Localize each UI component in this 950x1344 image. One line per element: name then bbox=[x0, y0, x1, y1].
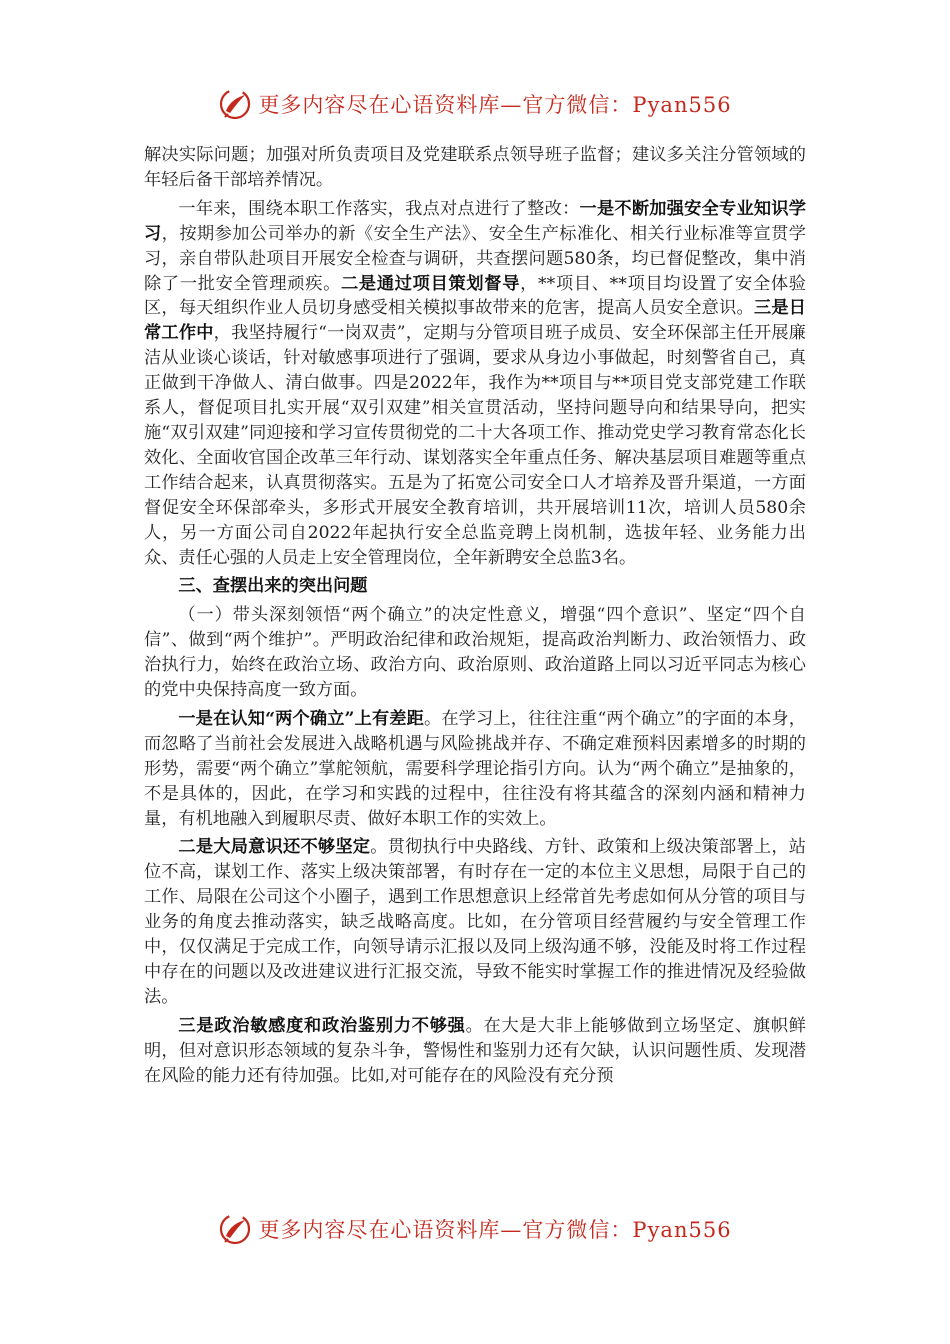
text-run: 。在大是大非上能够做到立场坚定、旗帜鲜明，但对意识形态领域的复杂斗争，警惕性和鉴别力还有欠缺，认识问题性质、发现潜在风险的能力还有待加强。比如,对可能存在的风险没有充分预 bbox=[144, 1015, 806, 1086]
paragraph bbox=[144, 835, 806, 1009]
bold-phrase: 一是不断加强安全专业知识学习 bbox=[144, 198, 806, 244]
text-run: （一）带头深刻领悟“两个确立”的决定性意义，增强“四个意识”、坚定“四个自信”、做到“两个维护”。严明政治纪律和政治规矩，提高政治判断力、政治领悟力、政治执行力，始终在政治立场、政治方向、政治原则、政治道路上同以习近平同志为核心的党中央保持高度一致方面。 bbox=[144, 605, 806, 701]
ink-brush-logo-icon bbox=[218, 1212, 252, 1246]
bold-phrase: 二是通过项目策划督导 bbox=[341, 273, 521, 294]
watermark-banner-bottom bbox=[0, 1209, 950, 1249]
paragraph bbox=[144, 197, 806, 571]
bold-phrase: 一是在认知“两个确立”上有差距 bbox=[178, 708, 424, 729]
bold-phrase: 三是日常工作中 bbox=[144, 298, 806, 344]
watermark-banner-top bbox=[0, 84, 950, 124]
paragraph bbox=[144, 143, 806, 193]
text-run: 解决实际问题；加强对所负责项目及党建联系点领导班子监督；建议多关注分管领域的年轻后备干部培养情况。 bbox=[144, 145, 806, 190]
text-run: 。贯彻执行中央路线、方针、政策和上级决策部署上，站位不高，谋划工作、落实上级决策部署，有时存在一定的本位主义思想，局限于自己的工作、局限在公司这个小圈子，遇到工作思想意识上经常首先考虑如何从分管的项目与业务的角度去推动落实，缺乏战略高度。比如，在分管项目经营履约与安全管理工作中，仅仅满足于完成工作，向领导请示汇报以及同上级沟通不够，没能及时将工作过程中存在的问题以及改进建议进行汇报交流，导致不能实时掌握工作的推进情况及经验做法。 bbox=[144, 837, 806, 1007]
text-run: ，我坚持履行“一岗双责”，定期与分管项目班子成员、安全环保部主任开展廉洁从业谈心谈话，针对敏感事项进行了强调，要求从身边小事做起，时刻警省自己，真正做到干净做人、清白做事。四是2022年，我作为**项目与**项目党支部党建工作联系人，督促项目扎实开展“双引双建”相关宣贯活动，坚持问题导向和结果导向，把实施“双引双建”同迎接和学习宣传贯彻党的二十大各项工作、推动党史学习教育常态化长效化、全面收官国企改革三年行动、谋划落实全年重点任务、解决基层项目难题等重点工作结合起来，认真贯彻落实。五是为了拓宽公司安全口人才培养及晋升渠道，一方面督促安全环保部牵头，多形式开展安全教育培训，共开展培训11次，培训人员580余人，另一方面公司自2022年起执行安全总监竞聘上岗机制，选拔年轻、业务能力出众、责任心强的人员走上安全管理岗位，全年新聘安全总监3名。 bbox=[144, 323, 806, 568]
bold-phrase: 二是大局意识还不够坚定 bbox=[178, 837, 371, 858]
ink-brush-logo-icon bbox=[218, 87, 252, 121]
paragraph bbox=[144, 707, 806, 832]
watermark-text: 更多内容尽在心语资料库—官方微信：Pyan556 bbox=[258, 93, 732, 117]
paragraph bbox=[144, 603, 806, 703]
section-heading bbox=[144, 574, 806, 599]
text-run: ，按期参加公司举办的新《安全生产法》、安全生产标准化、相关行业标准等宣贯学习，亲自带队赴项目开展安全检查与调研，共查摆问题580条，均已督促整改，集中消除了一批安全管理顽疾。 bbox=[144, 223, 806, 294]
bold-phrase: 三是政治敏感度和政治鉴别力不够强 bbox=[178, 1015, 466, 1036]
document-body bbox=[144, 143, 806, 1093]
text-run: ，**项目、**项目均设置了安全体验区，每天组织作业人员切身感受相关模拟事故带来的危害，提高人员安全意识。 bbox=[144, 273, 806, 319]
bold-phrase: 三、查摆出来的突出问题 bbox=[178, 576, 368, 597]
paragraph bbox=[144, 1014, 806, 1089]
text-run: 。在学习上，往往注重“两个确立”的字面的本身，而忽略了当前社会发展进入战略机遇与风险挑战并存、不确定难预料因素增多的时期的形势，需要“两个确立”掌舵领航，需要科学理论指引方向。认为“两个确立”是抽象的，不是具体的，因此，在学习和实践的过程中，往往没有将其蕴含的深刻内涵和精神力量，有机地融入到履职尽责、做好本职工作的实效上。 bbox=[144, 708, 806, 829]
text-run: 一年来，围绕本职工作落实，我点对点进行了整改： bbox=[178, 198, 580, 219]
watermark-text: 更多内容尽在心语资料库—官方微信：Pyan556 bbox=[258, 1218, 732, 1242]
